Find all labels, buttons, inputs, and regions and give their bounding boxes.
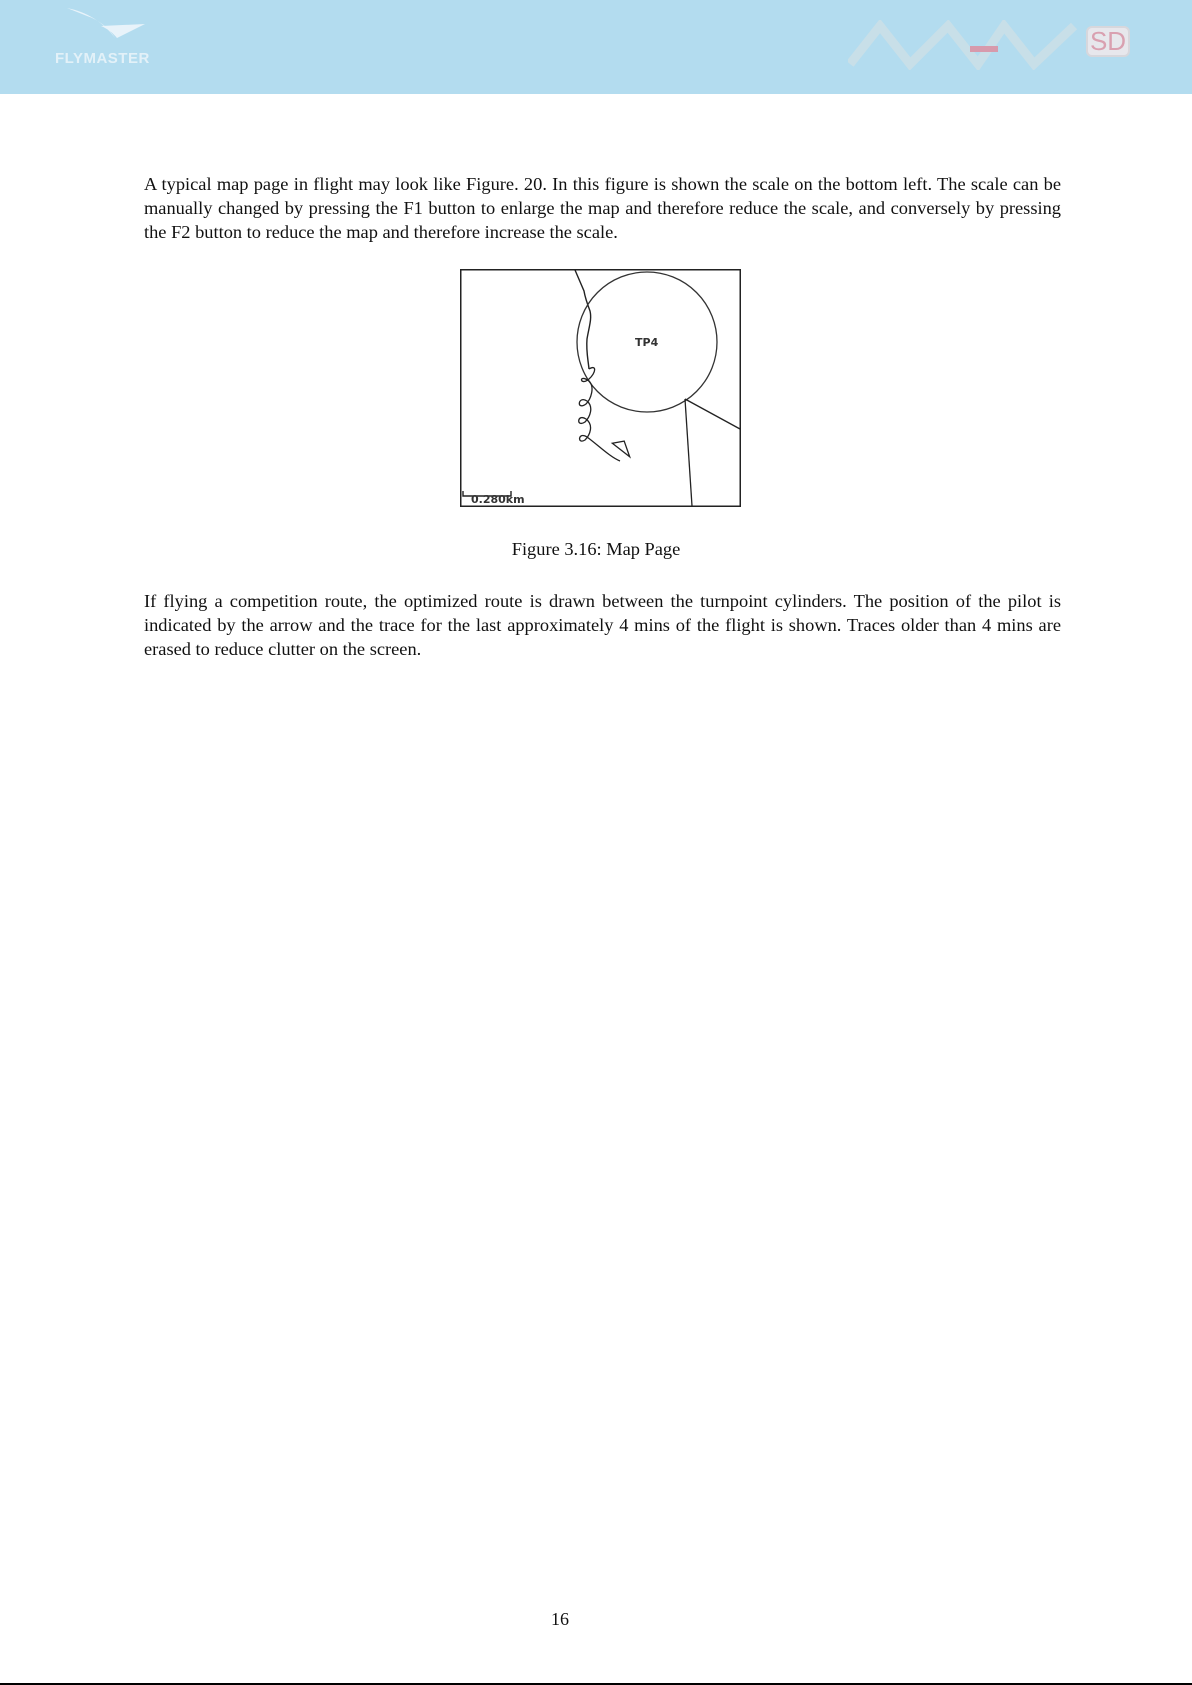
- map-frame: [461, 270, 741, 507]
- sd-badge: SD: [1086, 26, 1130, 57]
- page-header: [0, 0, 1192, 94]
- wing-icon: [65, 6, 145, 50]
- scale-label: 0.280km: [471, 493, 525, 506]
- figure-caption: Figure 3.16: Map Page: [511, 539, 681, 559]
- flymaster-logo: [55, 6, 170, 70]
- nav-sd-logo: [848, 20, 1138, 70]
- brand-name: FLYMASTER: [55, 50, 150, 67]
- page-number: 16: [551, 1609, 569, 1629]
- turnpoint-label: TP4: [635, 336, 659, 349]
- intro-paragraph: A typical map page in flight may look like Figure. 20. In this figure is shown the scale on the bottom left. The scale can be manually changed by pressing the F1 button to enlarge the map and therefore reduce the scale, and conversely by pressing the F2 button to reduce the map and therefore increase the scale.: [144, 174, 1061, 242]
- map-figure: [460, 269, 741, 507]
- nav-wordmark-icon: [848, 20, 1080, 70]
- route-paragraph: If flying a competition route, the optimized route is drawn between the turnpoint cylinders. The position of the pilot is indicated by the arrow and the trace for the last approximately 4 mins of the flight is shown. Traces older than 4 mins are erased to reduce clutter on the screen.: [144, 591, 1061, 659]
